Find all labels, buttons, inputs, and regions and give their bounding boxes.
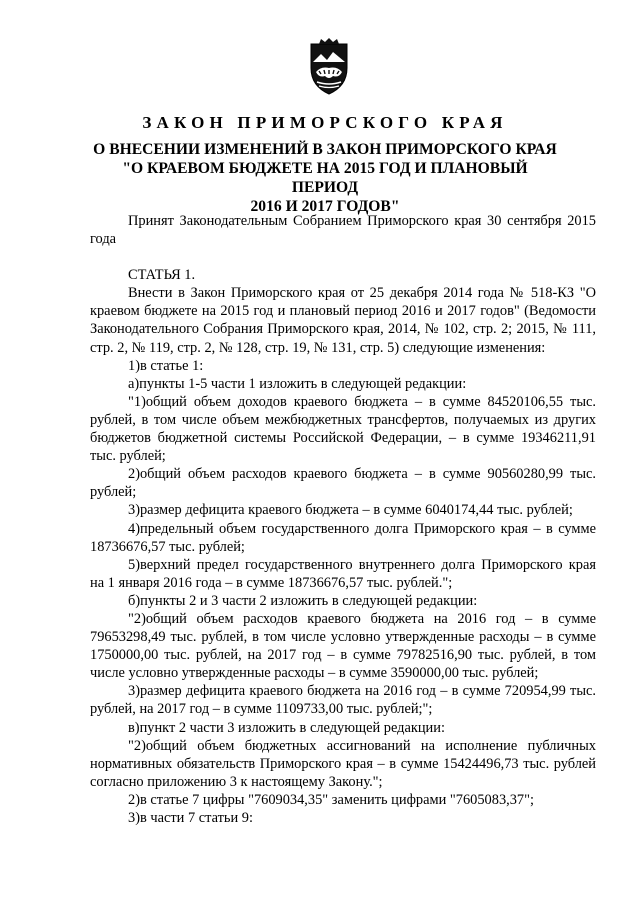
paragraph: "1)общий объем доходов краевого бюджета – в сумме 84520106,55 тыс. рублей, в том числе объем межбюджетных трансфертов, получаемых из других бюджетов бюджетной системы Российской Федерации, – в сумме 19346211,91 тыс. рублей; — [90, 393, 596, 465]
subtitle-line-1: О ВНЕСЕНИИ ИЗМЕНЕНИЙ В ЗАКОН ПРИМОРСКОГО КРАЯ — [93, 141, 557, 158]
article-heading: СТАТЬЯ 1. — [128, 267, 196, 284]
paragraph: 2)в статье 7 цифры "7609034,35" заменить цифрами "7605083,37"; — [128, 791, 535, 808]
paragraph: "2)общий объем расходов краевого бюджета на 2016 год – в сумме 79653298,49 тыс. рублей, в том числе условно утвержденные расходы – в сумме 1750000,00 тыс. рублей, на 2017 год – в сумме 79782516,90 тыс. рублей, в том числе условно утвержденные расходы – в сумме 3590000,00 тыс. рублей; — [90, 610, 596, 682]
paragraph: "2)общий объем бюджетных ассигнований на исполнение публичных нормативных обязательств Приморского края – в сумме 15424496,73 тыс. рублей согласно приложению 3 к настоящему Закону."; — [90, 737, 596, 790]
document-body — [90, 212, 596, 827]
paragraph: а)пункты 1-5 части 1 изложить в следующей редакции: — [128, 375, 467, 392]
subtitle-line-2: "О КРАЕВОМ БЮДЖЕТЕ НА 2015 ГОД И ПЛАНОВЫЙ ПЕРИОД — [122, 160, 528, 196]
law-subtitle — [90, 140, 560, 216]
paragraph: 3)размер дефицита краевого бюджета на 2016 год – в сумме 720954,99 тыс. рублей, на 2017 год – в сумме 1109733,00 тыс. рублей;"; — [90, 683, 596, 718]
paragraph: 2)общий объем расходов краевого бюджета – в сумме 90560280,99 тыс. рублей; — [90, 466, 596, 501]
paragraph: 1)в статье 1: — [128, 357, 204, 374]
paragraph: в)пункт 2 части 3 изложить в следующей редакции: — [128, 719, 445, 736]
paragraph: 4)предельный объем государственного долга Приморского края – в сумме 18736676,57 тыс. рублей; — [90, 520, 596, 555]
law-title: ЗАКОН ПРИМОРСКОГО КРАЯ — [142, 113, 508, 132]
paragraph: 3)в части 7 статьи 9: — [128, 810, 253, 826]
subtitle-line-3: 2016 И 2017 ГОДОВ" — [250, 198, 400, 215]
paragraph: б)пункты 2 и 3 части 2 изложить в следующей редакции: — [128, 592, 478, 609]
adoption-note: Принят Законодательным Собранием Приморского края 30 сентября 2015 года — [90, 213, 596, 248]
coat-of-arms-icon — [299, 38, 359, 98]
paragraph: 3)размер дефицита краевого бюджета – в сумме 6040174,44 тыс. рублей; — [128, 502, 573, 519]
paragraph: Внести в Закон Приморского края от 25 декабря 2014 года № 518-КЗ "О краевом бюджете на 2015 год и плановый период 2016 и 2017 годов" (Ведомости Законодательного Собрания Приморского края, 2014, № 102, стр. 2; 2015, № 111, стр. 2, № 119, стр. 2, № 128, стр. 19, № 131, стр. 5) следующие изменения: — [90, 285, 596, 356]
paragraph: 5)верхний предел государственного внутреннего долга Приморского края на 1 января 2016 года – в сумме 18736676,57 тыс. рублей."; — [90, 556, 596, 591]
